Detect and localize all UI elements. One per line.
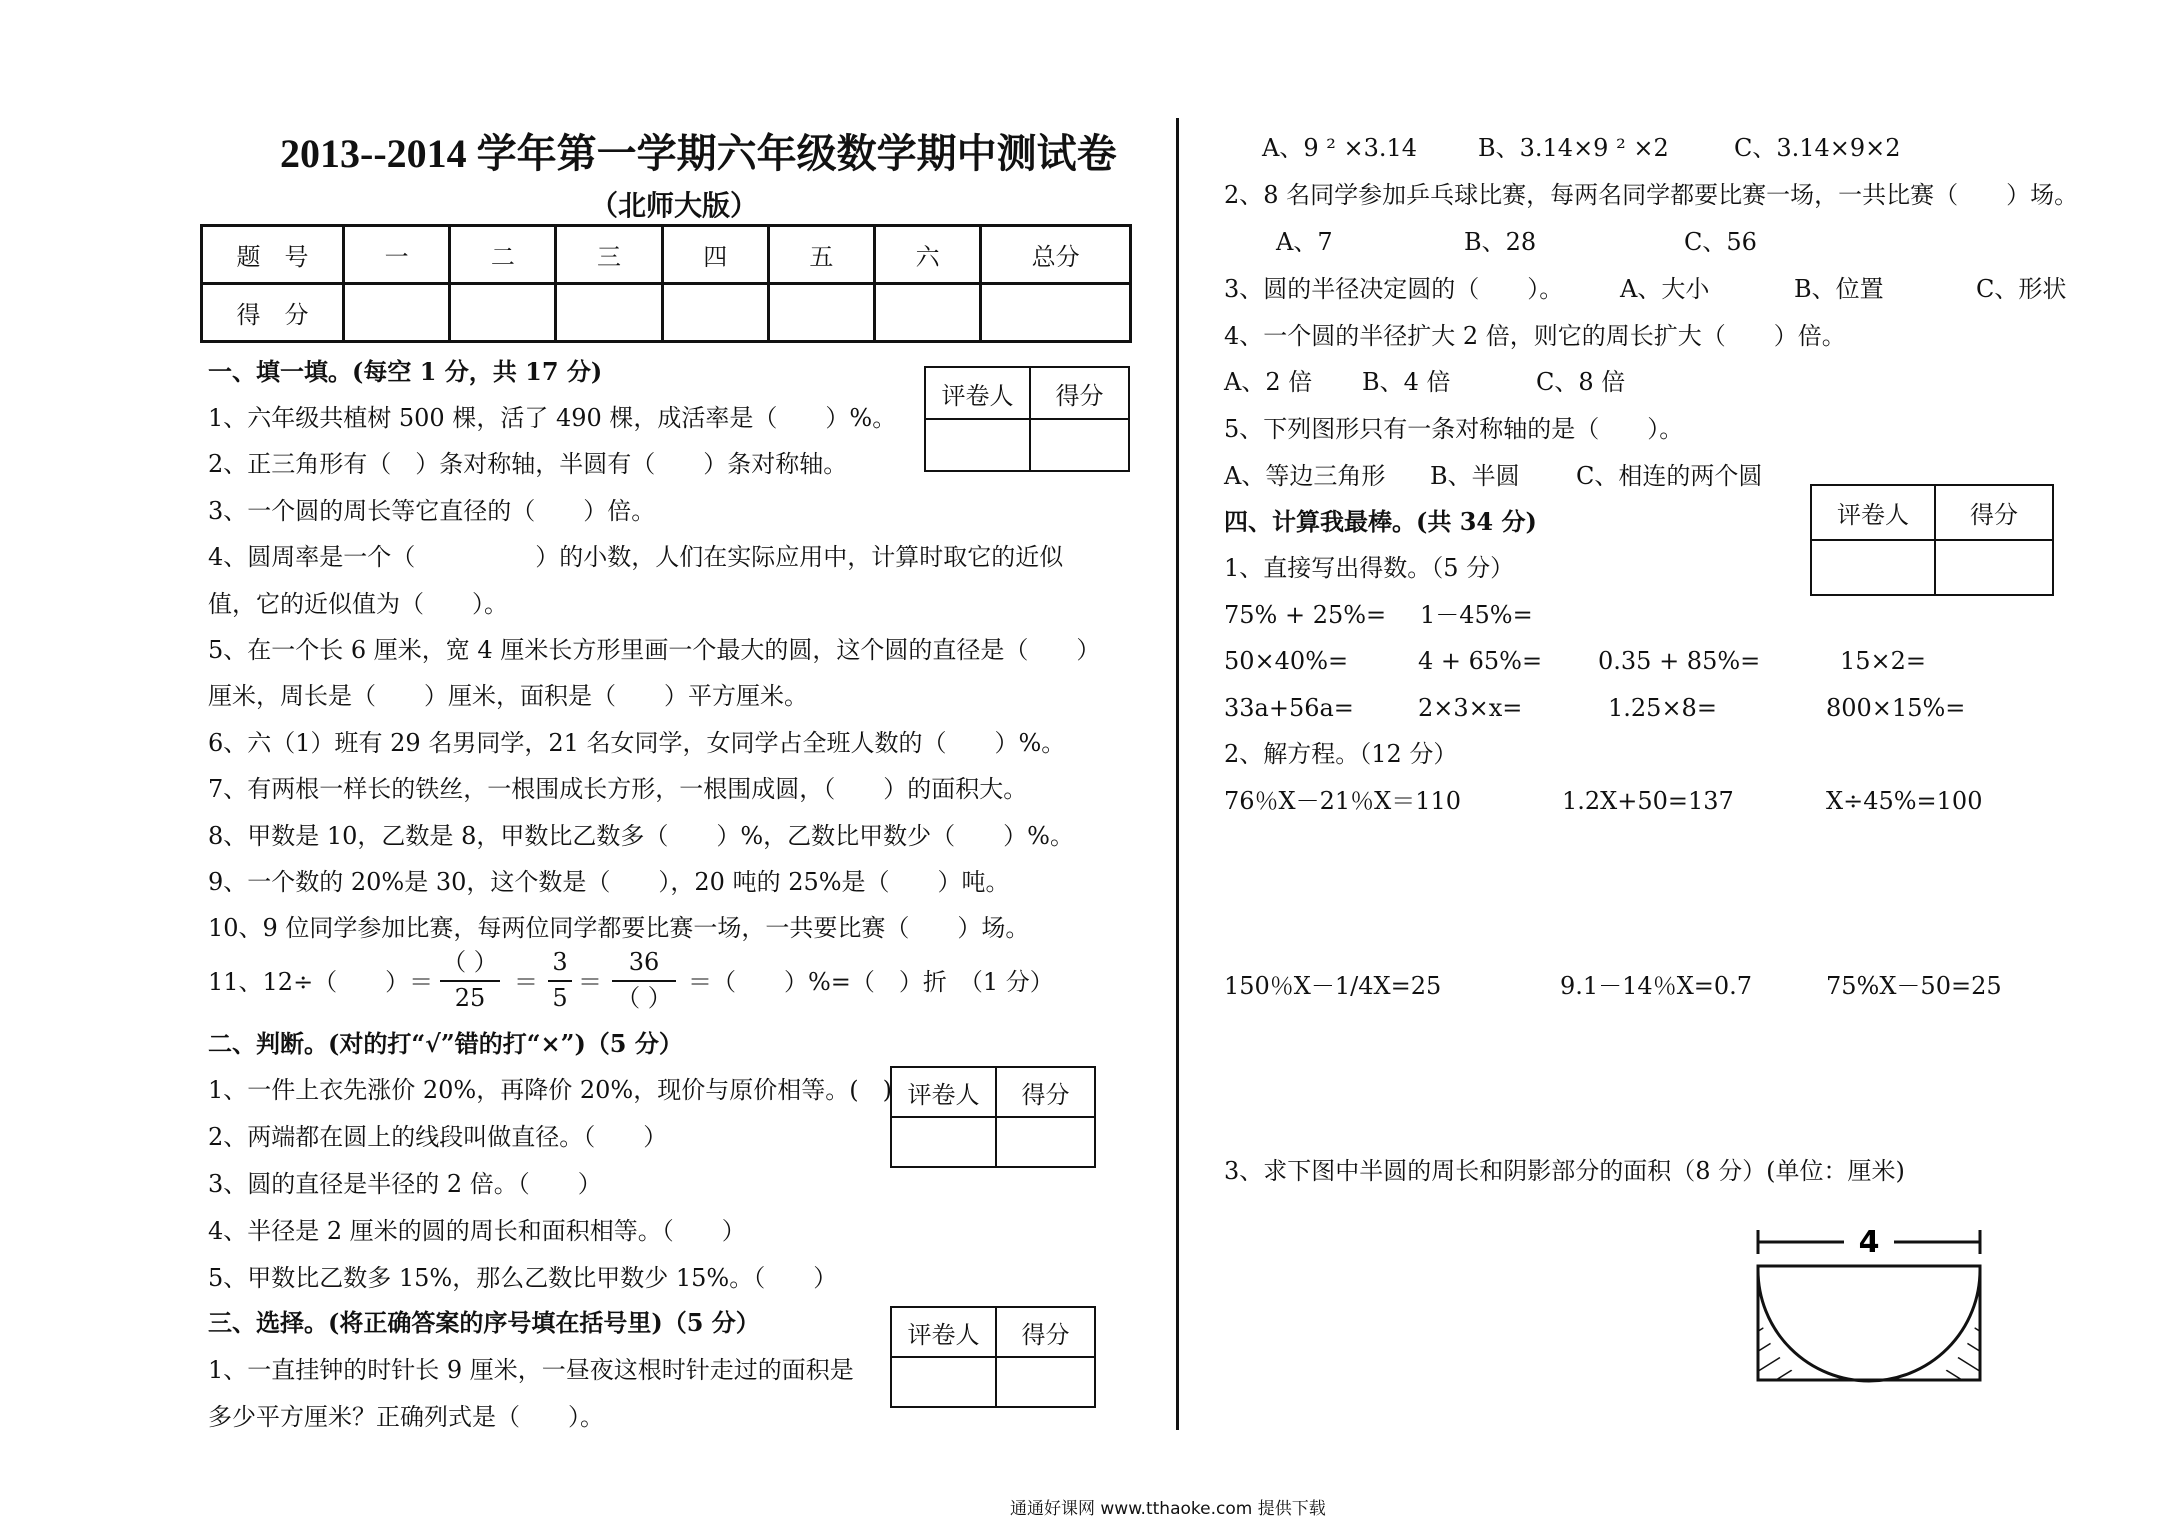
section2-item: 1、一件上衣先涨价 20%，再降价 20%，现价与原价相等。( ) <box>208 1076 892 1104</box>
score-header-cell: 题 号 <box>202 226 344 284</box>
fraction-numerator: （ ） <box>442 948 498 976</box>
equals-sign: ＝ <box>578 968 602 996</box>
score-header-cell: 四 <box>662 226 768 284</box>
fraction-denominator: （ ） <box>616 984 672 1012</box>
score-header-cell: 二 <box>450 226 556 284</box>
option: B、位置 <box>1794 275 1884 303</box>
fraction-denominator: 25 <box>454 984 486 1012</box>
section3-question: 1、一直挂钟的时针长 9 厘米，一昼夜这根时针走过的面积是 <box>208 1356 854 1384</box>
calc-item: 0.35 + 85%= <box>1598 647 1761 675</box>
page-subtitle: （北师大版） <box>590 189 759 222</box>
section1-item: 5、在一个长 6 厘米，宽 4 厘米长方形里画一个最大的圆，这个圆的直径是（ ） <box>208 636 1101 664</box>
grader-box <box>1810 484 2054 596</box>
calc-item: 1.25×8= <box>1608 694 1717 722</box>
section1-item: 值，它的近似值为（ ）。 <box>208 590 508 618</box>
section1-item: 3、一个圆的周长等它直径的（ ）倍。 <box>208 497 656 525</box>
section1-item: 8、甲数是 10，乙数是 8，甲数比乙数多（ ）%，乙数比甲数少（ ）%。 <box>208 822 1074 850</box>
grader-score-cell[interactable] <box>1030 419 1129 471</box>
grader-label: 评卷人 <box>1811 485 1935 540</box>
score-cell[interactable] <box>662 284 768 342</box>
score-cell[interactable] <box>450 284 556 342</box>
equation: 9.1－14％X=0.7 <box>1560 972 1753 1000</box>
fraction-bar <box>440 980 500 982</box>
section1-item: 4、圆周率是一个（ ）的小数，人们在实际应用中，计算时取它的近似 <box>208 543 1064 571</box>
section3-heading: 三、选择。(将正确答案的序号填在括号里)（5 分） <box>208 1308 760 1337</box>
grader-cell[interactable] <box>891 1357 996 1407</box>
item11-suffix: ＝（ ）%=（ ）折 （1 分） <box>688 968 1054 996</box>
option: A、7 <box>1276 228 1333 256</box>
option: C、56 <box>1684 228 1757 256</box>
section1-item: 7、有两根一样长的铁丝，一根围成长方形，一根围成圆，（ ）的面积大。 <box>208 775 1028 803</box>
section2-item: 2、两端都在圆上的线段叫做直径。（ ） <box>208 1123 668 1151</box>
section2-heading: 二、判断。(对的打“√”错的打“×”)（5 分） <box>208 1029 683 1058</box>
option: A、大小 <box>1620 275 1710 303</box>
column-divider <box>1176 118 1179 1430</box>
grader-box <box>924 366 1130 472</box>
calc-item: 1－45%= <box>1420 601 1533 629</box>
option: B、半圆 <box>1430 462 1520 490</box>
calc-item: 33a+56a= <box>1224 694 1354 722</box>
calc-item: 15×2= <box>1840 647 1927 675</box>
score-header-cell: 总分 <box>981 226 1131 284</box>
fraction-bar <box>548 980 572 982</box>
option: A、等边三角形 <box>1224 462 1386 490</box>
grader-score-cell[interactable] <box>1935 540 2053 595</box>
option: C、3.14×9×2 <box>1734 134 1901 162</box>
option: C、8 倍 <box>1536 368 1626 396</box>
grader-score-label: 得分 <box>996 1307 1095 1357</box>
equals-sign: ＝ <box>514 968 538 996</box>
grader-cell[interactable] <box>925 419 1030 471</box>
equation: 1.2X+50=137 <box>1562 787 1734 815</box>
section3-question: 5、下列图形只有一条对称轴的是（ ）。 <box>1224 415 1684 443</box>
equation: 150％X－1/4X=25 <box>1224 972 1442 1000</box>
semicircle-figure <box>1744 1210 1990 1400</box>
calc-item: 800×15%= <box>1826 694 1966 722</box>
grader-score-label: 得分 <box>1030 367 1129 419</box>
score-cell[interactable] <box>981 284 1131 342</box>
calc-item: 4 + 65%= <box>1418 647 1543 675</box>
score-table <box>200 224 1132 343</box>
section1-heading: 一、填一填。(每空 1 分，共 17 分) <box>208 357 603 386</box>
option: B、3.14×9 ² ×2 <box>1478 134 1669 162</box>
grader-cell[interactable] <box>1811 540 1935 595</box>
section1-item: 1、六年级共植树 500 棵，活了 490 棵，成活率是（ ）%。 <box>208 404 897 432</box>
fraction-numerator: 36 <box>628 948 660 976</box>
section2-item: 4、半径是 2 厘米的圆的周长和面积相等。（ ） <box>208 1217 746 1245</box>
page-title: 2013--2014 学年第一学期六年级数学期中测试卷 <box>280 131 1117 176</box>
score-header-cell: 五 <box>768 226 874 284</box>
grader-score-label: 得分 <box>996 1067 1095 1117</box>
section1-item: 2、正三角形有（ ）条对称轴，半圆有（ ）条对称轴。 <box>208 450 848 478</box>
grader-cell[interactable] <box>891 1117 996 1167</box>
score-cell[interactable] <box>556 284 662 342</box>
section2-item: 5、甲数比乙数多 15%，那么乙数比甲数少 15%。（ ） <box>208 1264 838 1292</box>
fraction-bar <box>612 980 676 982</box>
grader-box <box>890 1306 1096 1408</box>
grader-score-label: 得分 <box>1935 485 2053 540</box>
footer-credit: 通通好课网 www.tthaoke.com 提供下载 <box>1010 1499 1326 1519</box>
option: A、9 ² ×3.14 <box>1262 134 1418 162</box>
equation: 75%X－50=25 <box>1826 972 2002 1000</box>
section1-item: 9、一个数的 20%是 30，这个数是（ ），20 吨的 25%是（ ）吨。 <box>208 868 1010 896</box>
score-header-cell: 六 <box>875 226 981 284</box>
part-heading: 2、解方程。（12 分） <box>1224 740 1458 768</box>
section1-item: 10、9 位同学参加比赛，每两位同学都要比赛一场，一共要比赛（ ）场。 <box>208 914 1030 942</box>
section2-item: 3、圆的直径是半径的 2 倍。（ ） <box>208 1170 602 1198</box>
score-header-cell: 三 <box>556 226 662 284</box>
option: B、4 倍 <box>1362 368 1451 396</box>
section3-question: 多少平方厘米？正确列式是（ ）。 <box>208 1403 604 1431</box>
calc-item: 2×3×x= <box>1418 694 1523 722</box>
score-header-cell: 一 <box>344 226 450 284</box>
grader-label: 评卷人 <box>891 1307 996 1357</box>
grader-score-cell[interactable] <box>996 1357 1095 1407</box>
part-heading: 1、直接写出得数。（5 分） <box>1224 554 1515 582</box>
score-cell[interactable] <box>344 284 450 342</box>
section3-question: 3、圆的半径决定圆的（ ）。 <box>1224 275 1564 303</box>
section1-item: 厘米，周长是（ ）厘米，面积是（ ）平方厘米。 <box>208 682 808 710</box>
option: C、形状 <box>1976 275 2067 303</box>
fraction-denominator: 5 <box>552 984 568 1012</box>
grader-box <box>890 1066 1096 1168</box>
score-cell[interactable] <box>875 284 981 342</box>
item11-prefix: 11、12÷（ ）＝ <box>208 968 434 996</box>
rectangle-outline <box>1758 1266 1980 1380</box>
grader-label: 评卷人 <box>891 1067 996 1117</box>
section3-question: 4、一个圆的半径扩大 2 倍，则它的周长扩大（ ）倍。 <box>1224 322 1846 350</box>
section4-heading: 四、计算我最棒。(共 34 分) <box>1224 507 1537 536</box>
option: B、28 <box>1464 228 1537 256</box>
part-heading: 3、求下图中半圆的周长和阴影部分的面积（8 分）(单位：厘米) <box>1224 1157 1905 1185</box>
semicircle-arc <box>1758 1270 1980 1381</box>
score-row-label: 得 分 <box>202 284 344 342</box>
score-cell[interactable] <box>768 284 874 342</box>
grader-score-cell[interactable] <box>996 1117 1095 1167</box>
calc-item: 50×40%= <box>1224 647 1349 675</box>
option: A、2 倍 <box>1224 368 1313 396</box>
equation: 76％X－21％X＝110 <box>1224 787 1462 815</box>
fraction-numerator: 3 <box>552 948 568 976</box>
option: C、相连的两个圆 <box>1576 462 1763 490</box>
calc-item: 75% + 25%= <box>1224 601 1387 629</box>
equation: X÷45%=100 <box>1826 787 1983 815</box>
section1-item: 6、六（1）班有 29 名男同学，21 名女同学，女同学占全班人数的（ ）%。 <box>208 729 1066 757</box>
dimension-label: 4 <box>1858 1225 1880 1260</box>
grader-label: 评卷人 <box>925 367 1030 419</box>
section3-question: 2、8 名同学参加乒乓球比赛，每两名同学都要比赛一场，一共比赛（ ）场。 <box>1224 181 2079 209</box>
